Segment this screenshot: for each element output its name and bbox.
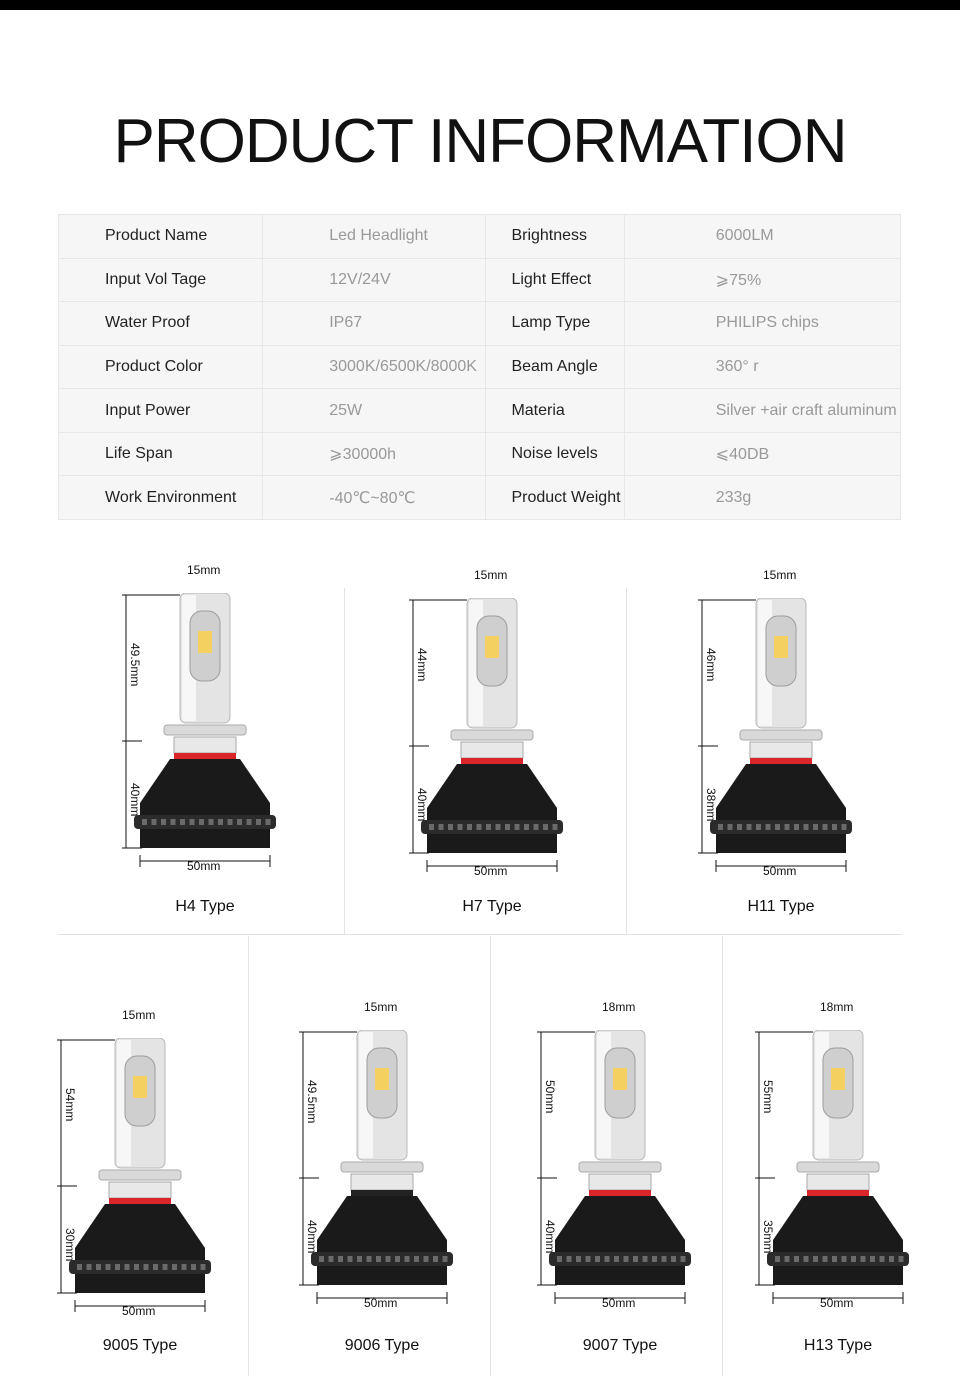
dimension-base-width: 50mm [122, 1304, 156, 1318]
spec-label: Product Weight [486, 476, 624, 520]
bulb-type-label: 9006 Type [344, 1337, 420, 1354]
spec-value: 3000K/6500K/8000K [263, 345, 486, 389]
spec-label: Input Power [59, 389, 263, 433]
bulb-type-label: H11 Type [747, 898, 815, 915]
dimension-lower-height: 40mm [415, 788, 429, 822]
bulb-illustration [696, 598, 866, 873]
spec-value: ⩾30000h [263, 432, 486, 476]
dimension-top-width: 18mm [820, 1000, 854, 1014]
dimension-lower-height: 35mm [761, 1220, 775, 1254]
spec-label: Lamp Type [486, 302, 624, 346]
spec-row [59, 476, 901, 520]
bulb-type-label: 9007 Type [582, 1337, 658, 1354]
spec-row [59, 258, 901, 302]
spec-value: Silver +air craft aluminum [624, 389, 900, 433]
spec-label: Beam Angle [486, 345, 624, 389]
bulb-illustration [753, 1030, 923, 1305]
spec-row [59, 432, 901, 476]
dimension-upper-height: 50mm [543, 1080, 557, 1114]
spec-label: Light Effect [486, 258, 624, 302]
dimension-base-width: 50mm [474, 864, 508, 878]
spec-label: Work Environment [59, 476, 263, 520]
spec-value: IP67 [263, 302, 486, 346]
dimension-upper-height: 49.5mm [305, 1080, 319, 1124]
dimension-base-width: 50mm [602, 1296, 636, 1310]
spec-label: Noise levels [486, 432, 624, 476]
bulb-type-label: H13 Type [803, 1337, 873, 1354]
divider [58, 934, 902, 935]
divider [490, 936, 491, 1376]
spec-value: -40℃~80℃ [263, 476, 486, 520]
dimension-top-width: 15mm [474, 568, 508, 582]
dimension-lower-height: 30mm [63, 1228, 77, 1262]
spec-label: Input Vol Tage [59, 258, 263, 302]
dimension-upper-height: 54mm [63, 1088, 77, 1122]
bulb-type-label: H7 Type [462, 898, 522, 915]
dimension-base-width: 50mm [763, 864, 797, 878]
bulb-illustration [407, 598, 577, 873]
divider [626, 588, 627, 934]
divider [248, 936, 249, 1376]
spec-row [59, 215, 901, 259]
spec-value: ⩾75% [624, 258, 900, 302]
spec-value: 25W [263, 389, 486, 433]
spec-value: 233g [624, 476, 900, 520]
spec-value: 12V/24V [263, 258, 486, 302]
dimension-top-width: 15mm [763, 568, 797, 582]
dimension-upper-height: 46mm [704, 648, 718, 682]
dimension-top-width: 15mm [187, 563, 221, 577]
dimension-lower-height: 40mm [128, 783, 142, 817]
spec-label: Materia [486, 389, 624, 433]
dimension-upper-height: 55mm [761, 1080, 775, 1114]
spec-value: Led Headlight [263, 215, 486, 259]
spec-label: Product Color [59, 345, 263, 389]
bulb-illustration [535, 1030, 705, 1305]
spec-label: Water Proof [59, 302, 263, 346]
spec-row [59, 345, 901, 389]
spec-value: 360° r [624, 345, 900, 389]
dimension-upper-height: 44mm [415, 648, 429, 682]
dimension-upper-height: 49.5mm [128, 643, 142, 687]
spec-label: Brightness [486, 215, 624, 259]
bulb-type-label: 9005 Type [102, 1337, 178, 1354]
dimension-base-width: 50mm [364, 1296, 398, 1310]
spec-value: ⩽40DB [624, 432, 900, 476]
bulb-illustration [120, 593, 290, 868]
spec-value: 6000LM [624, 215, 900, 259]
dimension-base-width: 50mm [187, 859, 221, 873]
dimension-lower-height: 38mm [704, 788, 718, 822]
spec-label: Life Span [59, 432, 263, 476]
dimension-top-width: 18mm [602, 1000, 636, 1014]
bulb-type-label: H4 Type [175, 898, 235, 915]
divider [344, 588, 345, 934]
spec-value: PHILIPS chips [624, 302, 900, 346]
spec-table [58, 214, 901, 520]
bulb-illustration [297, 1030, 467, 1305]
dimension-base-width: 50mm [820, 1296, 854, 1310]
spec-row [59, 302, 901, 346]
divider [722, 936, 723, 1376]
top-bar [0, 0, 960, 10]
dimension-top-width: 15mm [122, 1008, 156, 1022]
dimension-lower-height: 40mm [543, 1220, 557, 1254]
spec-row [59, 389, 901, 433]
bulb-illustration [55, 1038, 225, 1313]
dimension-lower-height: 40mm [305, 1220, 319, 1254]
page-title: PRODUCT INFORMATION [113, 107, 847, 176]
spec-label: Product Name [59, 215, 263, 259]
dimension-top-width: 15mm [364, 1000, 398, 1014]
